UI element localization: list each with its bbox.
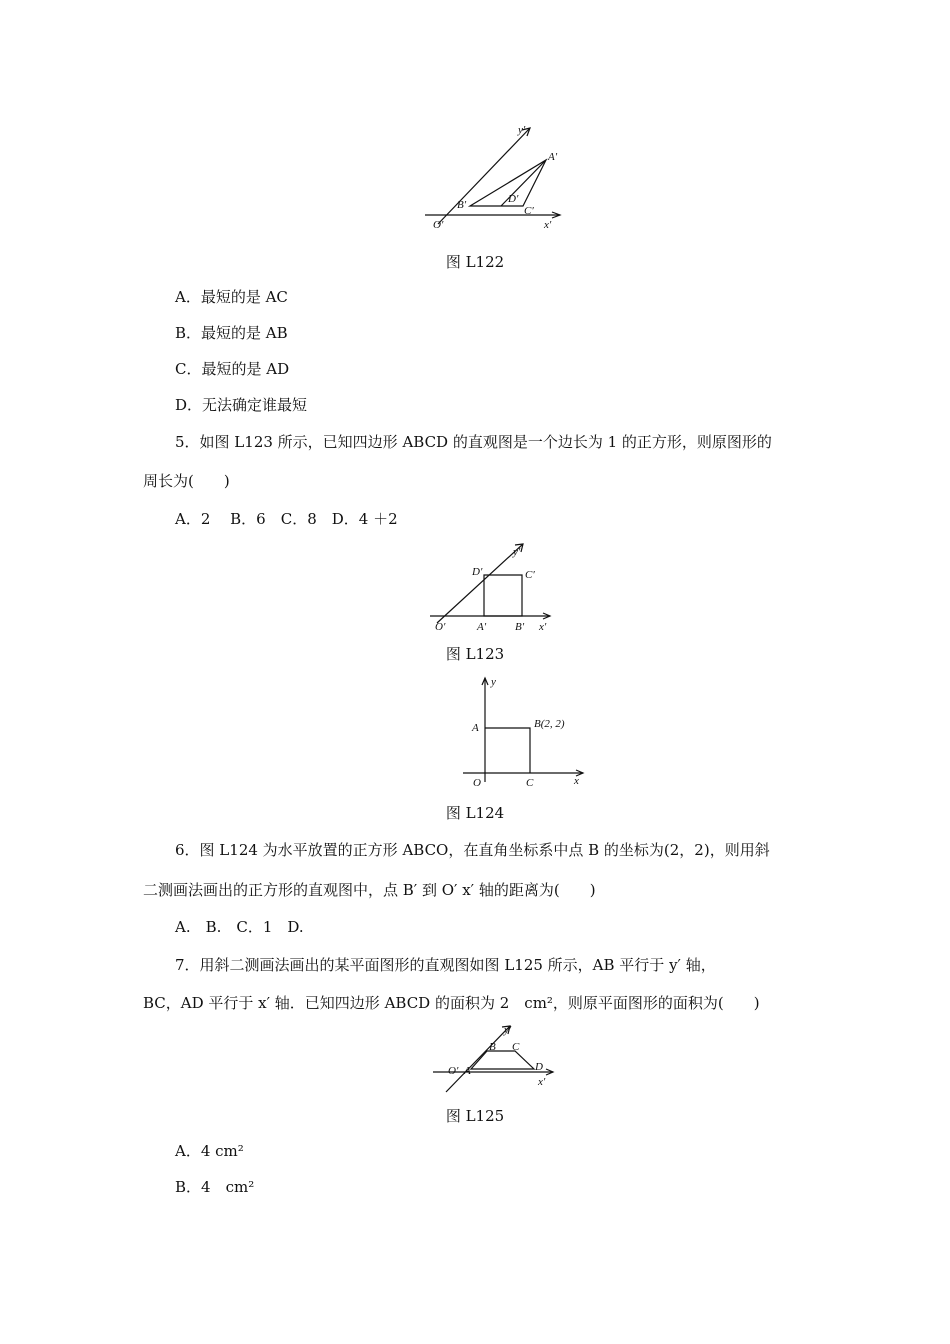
trapezoid-abcd xyxy=(471,1051,534,1069)
label-b: B xyxy=(489,1041,496,1053)
square-abcd xyxy=(484,575,522,616)
label-x: x xyxy=(574,775,579,787)
figure-l125 xyxy=(428,1022,563,1096)
label-a: A′ xyxy=(477,621,487,633)
option-q7-b: B．4 cm² xyxy=(175,1178,255,1196)
label-c: C xyxy=(512,1041,520,1053)
q5-line-2: 周长为( ) xyxy=(143,472,230,490)
label-x: x′ xyxy=(538,1076,546,1088)
label-a: A xyxy=(464,1065,471,1077)
label-o: O xyxy=(473,777,481,789)
label-x: x′ xyxy=(539,621,547,633)
y-axis xyxy=(438,128,530,224)
figure-l122 xyxy=(420,118,570,236)
label-a: A xyxy=(472,722,479,734)
caption-l123: 图 L123 xyxy=(445,645,505,663)
caption-l125: 图 L125 xyxy=(445,1107,505,1125)
q7-line-1: 7．用斜二测画法画出的某平面图形的直观图如图 L125 所示，AB 平行于 y′ 轴， xyxy=(175,956,716,974)
label-d: D xyxy=(535,1061,543,1073)
y-axis xyxy=(446,1026,510,1092)
q6-line-2: 二测画法画出的正方形的直观图中，点 B′ 到 O′ x′ 轴的距离为( ) xyxy=(143,881,596,899)
label-b: B′ xyxy=(457,199,467,211)
label-x: x′ xyxy=(544,219,552,231)
label-a: A′ xyxy=(548,151,558,163)
option-q4-d: D．无法确定谁最短 xyxy=(175,396,308,414)
label-b: B′ xyxy=(515,621,525,633)
label-c: C′ xyxy=(524,205,534,217)
label-d: D′ xyxy=(508,193,519,205)
q6-line-1: 6．图 L124 为水平放置的正方形 ABCO，在直角坐标系中点 B 的坐标为(2，2)，则用斜 xyxy=(175,841,770,859)
caption-l124: 图 L124 xyxy=(445,804,505,822)
label-b: B(2, 2) xyxy=(534,718,565,730)
option-q4-b: B．最短的是 AB xyxy=(175,324,288,342)
label-o: O′ xyxy=(435,621,446,633)
label-y: y′ xyxy=(513,546,521,558)
q5-line-1: 5．如图 L123 所示，已知四边形 ABCD 的直观图是一个边长为 1 的正方形，则原图形的 xyxy=(175,433,772,451)
option-q4-a: A．最短的是 AC xyxy=(175,288,288,306)
q5-options: A．2 B．6 C．8 D．4 ＋2 xyxy=(175,510,398,528)
label-o: O′ xyxy=(433,219,444,231)
label-y: y xyxy=(491,676,496,688)
option-q7-a: A．4 cm² xyxy=(175,1142,244,1160)
figure-l124 xyxy=(458,672,593,792)
y-axis xyxy=(437,544,523,623)
option-q4-c: C．最短的是 AD xyxy=(175,360,290,378)
label-o: O′ xyxy=(448,1065,459,1077)
q6-options: A. B. C．1 D. xyxy=(175,918,304,936)
q7-line-2: BC，AD 平行于 x′ 轴．已知四边形 ABCD 的面积为 2 cm²，则原平面图形的面积为( ) xyxy=(143,994,760,1012)
label-d: D′ xyxy=(472,566,483,578)
square-sides xyxy=(485,728,530,773)
caption-l122: 图 L122 xyxy=(445,253,505,271)
figure-l123 xyxy=(425,538,560,636)
label-c: C xyxy=(526,777,534,789)
label-y: y′ xyxy=(518,124,526,136)
label-c: C′ xyxy=(525,569,535,581)
label-y: y′ xyxy=(504,1024,512,1036)
